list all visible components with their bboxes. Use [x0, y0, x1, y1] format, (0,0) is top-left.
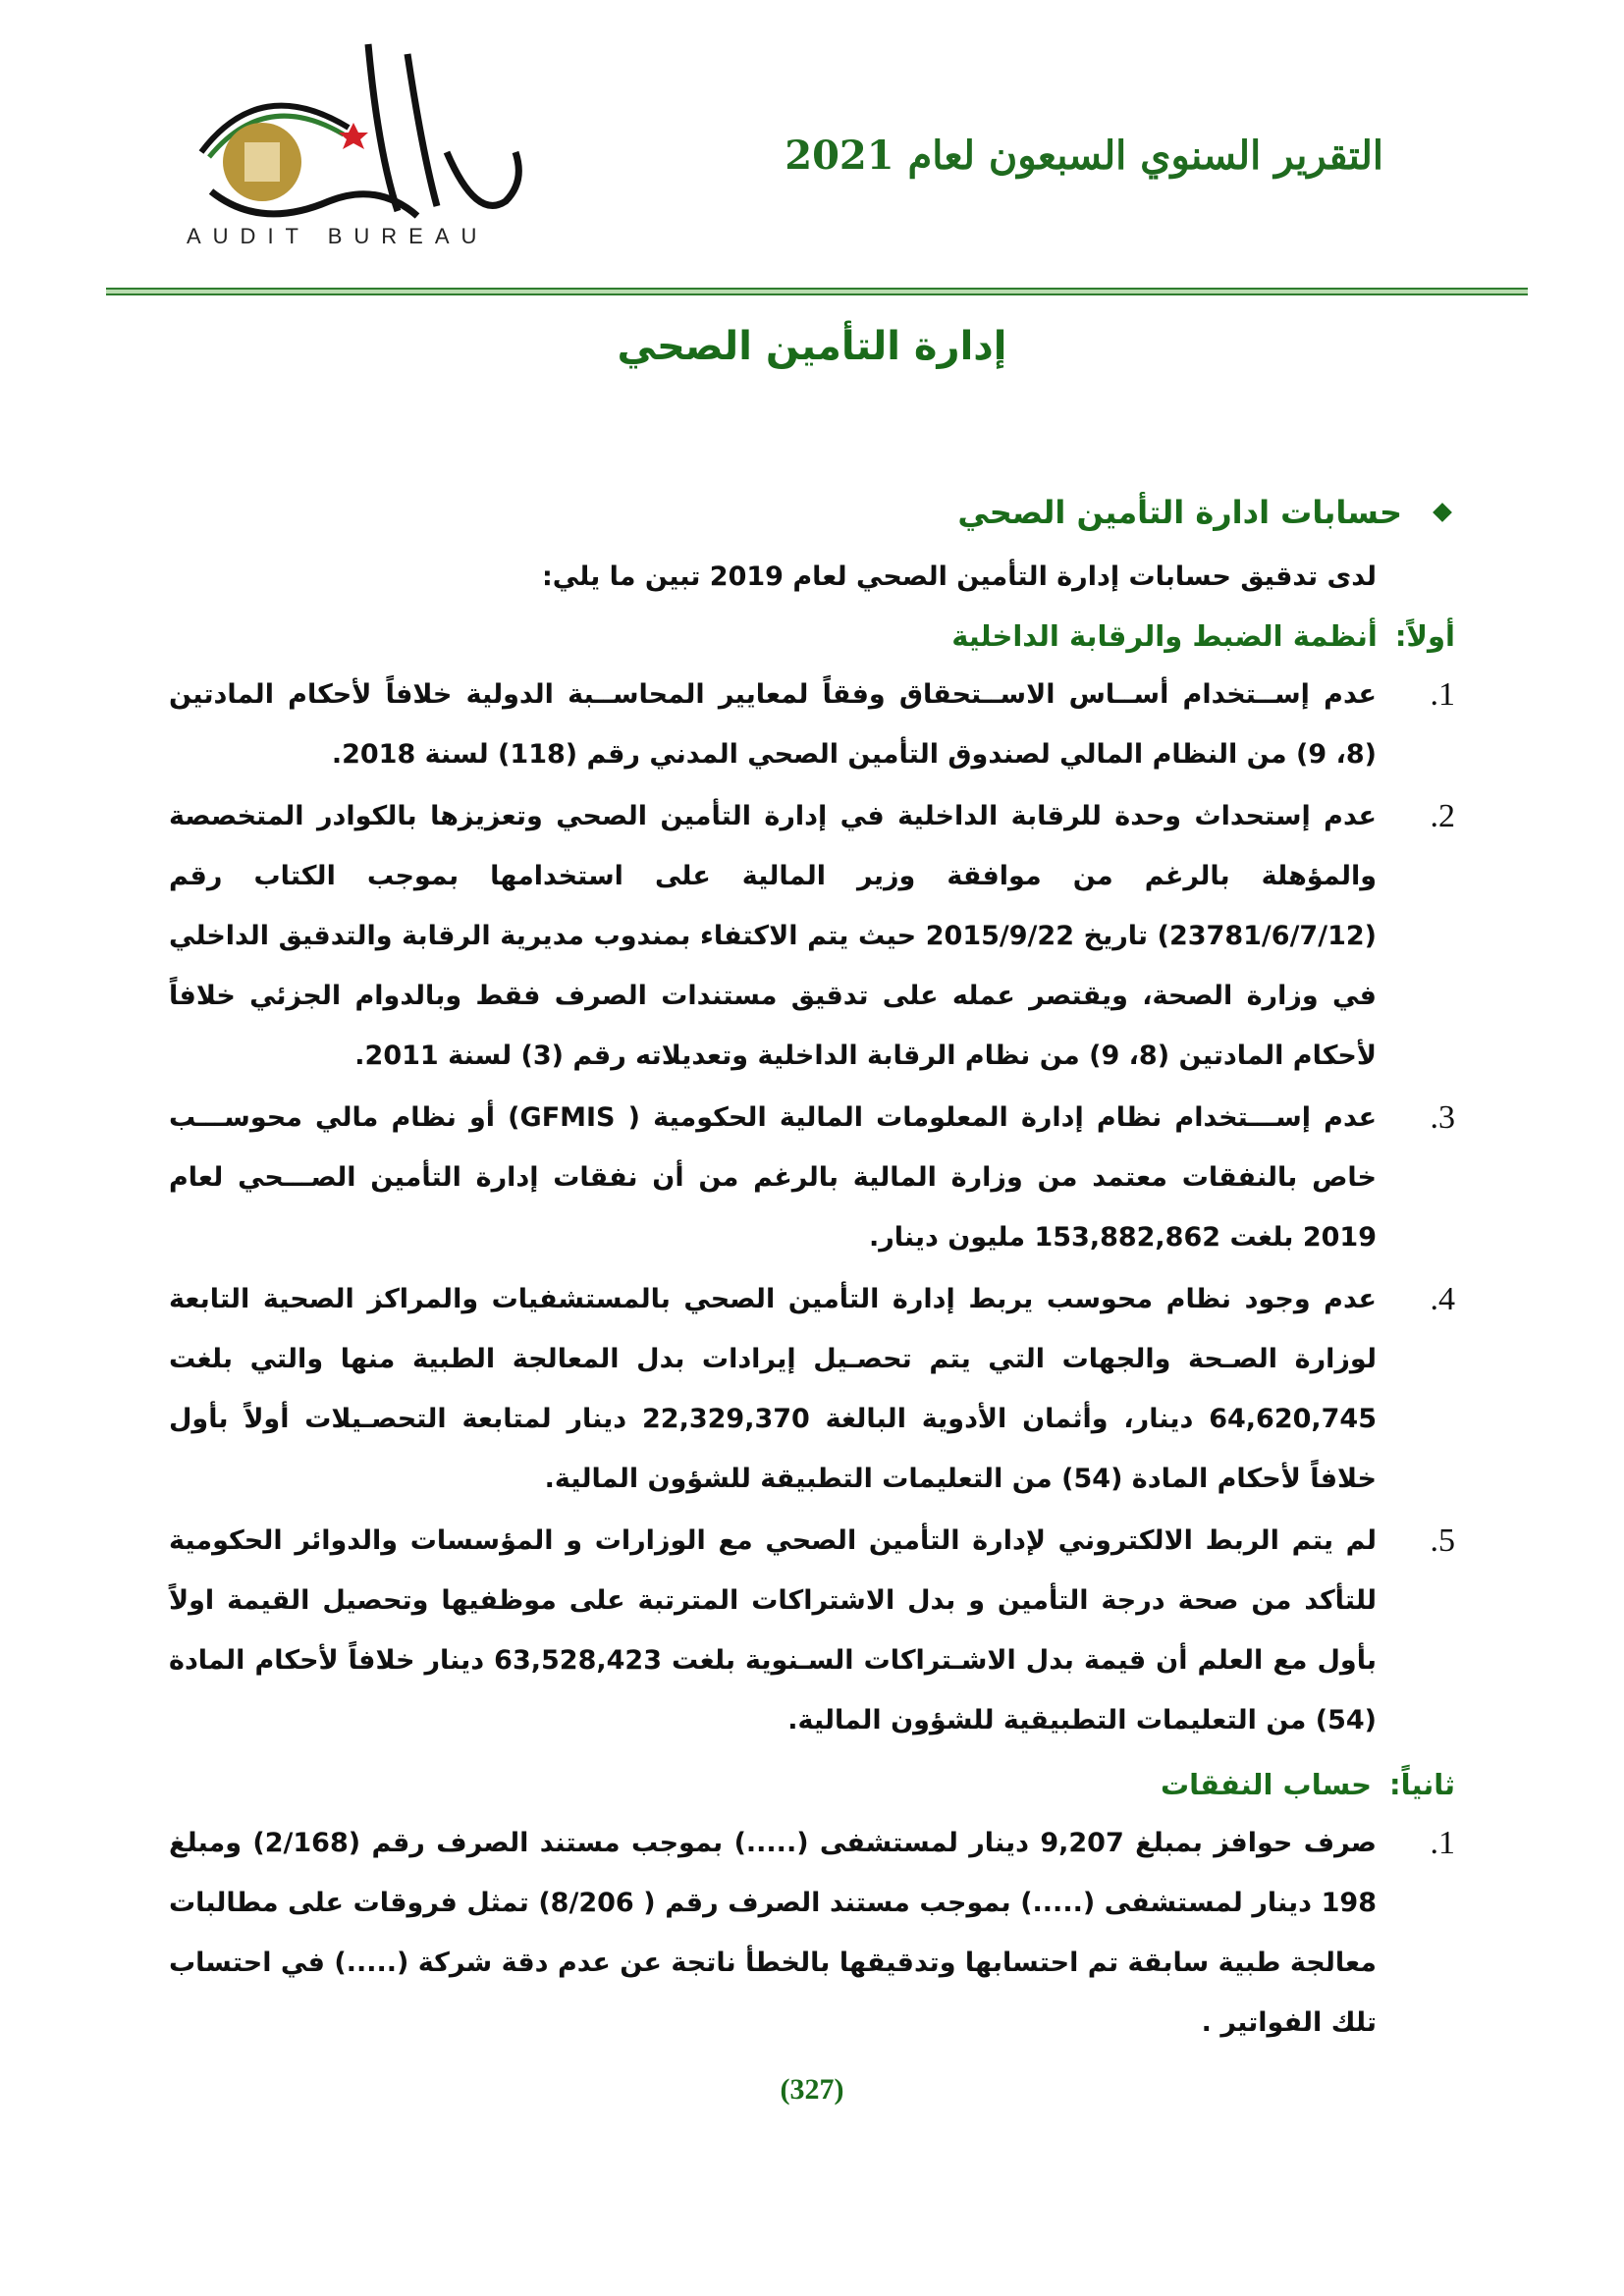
list-item [169, 1269, 1455, 1509]
list-item [169, 665, 1455, 784]
document-body [169, 486, 1455, 2053]
item-number: 4. [1430, 1281, 1455, 1317]
part2-list [169, 1813, 1455, 2053]
diamond-bullet-icon [1433, 503, 1452, 522]
intro-text: لدى تدقيق حسابات إدارة التأمين الصحي لعام 2019 تبين ما يلي: [541, 561, 1377, 592]
section-heading-text: حسابات ادارة التأمين الصحي [957, 494, 1402, 531]
item-text: عدم وجود نظام محوسب يربط إدارة التأمين الصحي بالمستشفيات والمراكز الصحية التابعة لوزارة الصـحة والجهات التي يتم تحصـيل إيرادات بدل المعالجة الطبية منها والتي بلغت 64,620,745 دينار، وأثمان الأدوية البالغة 22,329,370 دينار لمتابعة التحصـيلات أولاً بأول خلافاً لأحكام المادة (54) من التعليمات التطبيقة للشؤون المالية. [169, 1284, 1378, 1494]
logo-caption: AUDIT BUREAU [187, 224, 489, 248]
part2-title: حساب النفقات [1161, 1768, 1372, 1801]
list-item [169, 1813, 1455, 2053]
report-title: التقرير السنوي السبعون لعام 2021 [785, 133, 1383, 179]
section-heading [169, 486, 1455, 539]
part1-list [169, 665, 1455, 1750]
part1-title: أنظمة الضبط والرقابة الداخلية [951, 619, 1378, 653]
list-item [169, 1088, 1455, 1267]
item-text: عدم إســـتخدام نظام إدارة المعلومات المالية الحكومية ( GFMIS) أو نظام مالي محوســـب خاص بالنفقات معتمد من وزارة المالية بالرغم من أن نفقات إدارة التأمين الصـــحي لعام 2019 بلغت 153,882,862 مليون دينار. [169, 1102, 1378, 1253]
item-text: صرف حوافز بمبلغ 9,207 دينار لمستشفى (.....) بموجب مستند الصرف رقم (2/168) ومبلغ 198 دينار لمستشفى (.....) بموجب مستند الصرف رقم ( 8/206) تمثل فروقات على مطالبات معالجة طبية سابقة تم احتسابها وتدقيقها بالخطأ ناتجة عن عدم دقة شركة (.....) في احتساب تلك الفواتير . [169, 1828, 1377, 2038]
item-number: 3. [1430, 1099, 1455, 1136]
list-item [169, 1511, 1455, 1750]
subheading-part2 [169, 1758, 1455, 1811]
item-text: عدم إســتخدام أســاس الاســتحقاق وفقاً لمعايير المحاســبة الدولية خلافاً لأحكام المادتين (8، 9) من النظام المالي لصندوق التأمين الصحي المدني رقم (118) لسنة 2018. [169, 679, 1377, 770]
page-number: (327) [780, 2073, 844, 2106]
list-item [169, 786, 1455, 1086]
subheading-part1 [169, 610, 1455, 663]
page-title: إدارة التأمين الصحي [617, 324, 1007, 369]
item-number: 1. [1430, 1825, 1455, 1861]
item-number: 1. [1430, 676, 1455, 713]
item-number: 5. [1430, 1522, 1455, 1559]
part2-ordinal: ثانياً: [1389, 1768, 1455, 1801]
part1-ordinal: أولاً: [1394, 619, 1455, 653]
item-number: 2. [1430, 798, 1455, 834]
item-text: لم يتم الربط الالكتروني لإدارة التأمين الصحي مع الوزارات و المؤسسات والدوائر الحكومية للتأكد من صحة درجة التأمين و بدل الاشتراكات المترتبة على موظفيها وتحصيل القيمة اولاً بأول مع العلم أن قيمة بدل الاشـتراكات السـنوية بلغت 63,528,423 دينار خلافاً لأحكام المادة (54) من التعليمات التطبيقية للشؤون المالية. [169, 1525, 1377, 1735]
header-divider [106, 288, 1528, 295]
item-text: عدم إستحداث وحدة للرقابة الداخلية في إدارة التأمين الصحي وتعزيزها بالكوادر المتخصصة والمؤهلة بالرغم من موافقة وزير المالية على استخدامها بموجب الكتاب رقم (23781/6/7/12) تاريخ 2015/9/22 حيث يتم الاكتفاء بمندوب مديرية الرقابة والتدقيق الداخلي في وزارة الصحة، ويقتصر عمله على تدقيق مستندات الصرف فقط وبالدوام الجزئي خلافاً لأحكام المادتين (8، 9) من نظام الرقابة الداخلية وتعديلاته رقم (3) لسنة 2011. [169, 801, 1377, 1071]
